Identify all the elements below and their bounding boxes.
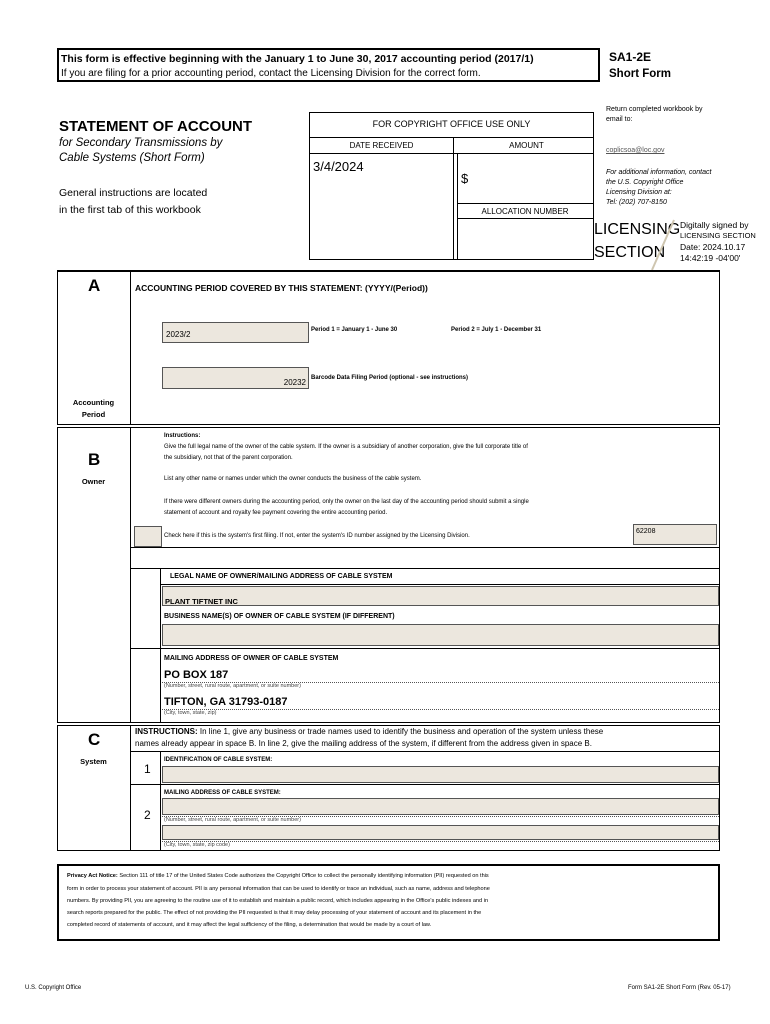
title-sub-1: for Secondary Transmissions by: [59, 137, 223, 149]
address-line-1-hint: (Number, street, rural route, apartment, or suite number): [164, 683, 301, 689]
address-line-2-hint: (City, town, state, zip): [164, 710, 217, 716]
form-type: Short Form: [609, 68, 671, 80]
amount-value[interactable]: $: [461, 171, 469, 186]
return-email-link[interactable]: coplicsoa@loc.gov: [606, 147, 665, 154]
accounting-period-input[interactable]: 2023/2: [162, 322, 309, 343]
system-mailing-label: MAILING ADDRESS OF CABLE SYSTEM:: [164, 790, 281, 796]
system-instructions-2: names already appear in space B. In line 2, give the mailing address of the system, if different from the address given in space B.: [135, 739, 592, 748]
mailing-address-label: MAILING ADDRESS OF OWNER OF CABLE SYSTEM: [164, 655, 339, 662]
business-name-field[interactable]: [162, 624, 719, 646]
date-received-value[interactable]: 3/4/2024: [313, 159, 364, 174]
line-2-number: 2: [144, 808, 151, 822]
section-a-letter: A: [88, 276, 101, 295]
barcode-period-input[interactable]: 20232: [162, 367, 309, 389]
first-filing-checkbox[interactable]: [134, 526, 162, 547]
business-name-label: BUSINESS NAME(S) OF OWNER OF CABLE SYSTEM (IF DIFFERENT): [164, 613, 395, 620]
privacy-line-2: form in order to process your statement of account. PII is any personal information that can be used to identify or trace an individual, such as name, address and telephone: [67, 886, 490, 892]
effective-notice-box: [57, 48, 600, 82]
system-address-hint-2: (City, town, state, zip code): [164, 842, 230, 848]
general-instructions-2: in the first tab of this workbook: [59, 204, 201, 216]
amount-label: AMOUNT: [509, 141, 544, 150]
office-use-header: FOR COPYRIGHT OFFICE USE ONLY: [372, 119, 531, 129]
form-code: SA1-2E: [609, 50, 652, 64]
system-address-field-1[interactable]: [162, 798, 719, 815]
privacy-notice-box: [57, 864, 720, 941]
date-received-label: DATE RECEIVED: [349, 141, 414, 150]
signature-mark-icon: [648, 218, 678, 272]
owner-instructions-3a: If there were different owners during the accounting period, only the owner on the last day of the accounting period should submit a single: [164, 499, 529, 505]
owner-instructions-title: Instructions:: [164, 433, 201, 439]
general-instructions-1: General instructions are located: [59, 187, 208, 199]
signature-name-1: LICENSING: [594, 221, 681, 238]
title-sub-2: Cable Systems (Short Form): [59, 152, 205, 164]
identification-label: IDENTIFICATION OF CABLE SYSTEM:: [164, 757, 273, 763]
signature-date: Date: 2024.10.17: [680, 242, 746, 252]
signature-signer: LICENSING SECTION: [680, 231, 756, 240]
notice-line-1: This form is effective beginning with the January 1 to June 30, 2017 accounting period (2017/1): [61, 53, 534, 65]
legal-name-field[interactable]: PLANT TIFTNET INC: [162, 586, 719, 606]
owner-instructions-3b: statement of account and royalty fee payment covering the entire accounting period.: [164, 510, 388, 516]
period-2-note: Period 2 = July 1 - December 31: [451, 327, 542, 333]
owner-instructions-1b: the subsidiary, not that of the parent corporation.: [164, 455, 293, 461]
section-b-letter: B: [88, 450, 101, 469]
identification-field[interactable]: [162, 766, 719, 783]
footer-left: U.S. Copyright Office: [25, 985, 82, 991]
privacy-line-4: search reports prepared for the public. The effect of not providing the PII requested is that it may delay processing of your statement of account and its placement in the: [67, 910, 482, 916]
privacy-line-1: Privacy Act Notice: Section 111 of title 17 of the United States Code authorizes the Copyright Office to collect the personally identifying information (PII) requested on this: [67, 873, 489, 879]
system-id-input[interactable]: 62208: [633, 524, 717, 545]
privacy-line-3: numbers. By providing PII, you are agreeing to the routine use of it to establish and maintain a public record, which includes appearing in the Office's public indexes and in: [67, 898, 489, 904]
privacy-line-5: completed record of statements of account, and it may affect the legal sufficiency of the filing, a determination that would be made by a court of law.: [67, 922, 432, 928]
accounting-period-heading: ACCOUNTING PERIOD COVERED BY THIS STATEMENT: (YYYY/(Period)): [135, 283, 428, 293]
section-a-label-1: Accounting: [72, 398, 115, 407]
section-a-label-2: Period: [81, 410, 106, 419]
allocation-number-label: ALLOCATION NUMBER: [481, 207, 569, 216]
system-address-field-2[interactable]: [162, 825, 719, 840]
barcode-label: Barcode Data Filing Period (optional - see instructions): [311, 375, 469, 381]
page-title: STATEMENT OF ACCOUNT: [59, 118, 253, 135]
legal-name-label: LEGAL NAME OF OWNER/MAILING ADDRESS OF CABLE SYSTEM: [170, 573, 393, 580]
owner-instructions-2: List any other name or names under which the owner conducts the business of the cable system.: [164, 476, 422, 482]
period-1-note: Period 1 = January 1 - June 30: [311, 327, 398, 333]
owner-instructions-1a: Give the full legal name of the owner of the cable system. If the owner is a subsidiary of another corporation, give the full corporate title of: [164, 444, 528, 450]
owner-address-line-2[interactable]: TIFTON, GA 31793-0187: [164, 696, 288, 708]
notice-line-2: If you are filing for a prior accounting period, contact the Licensing Division for the correct form.: [61, 68, 481, 79]
signature-name-2: SECTION: [594, 244, 666, 261]
first-filing-text: Check here if this is the system's first filing. If not, enter the system's ID number assigned by the Licensing Division.: [164, 533, 470, 539]
signature-time: 14:42:19 -04'00': [680, 253, 741, 263]
section-c-letter: C: [88, 730, 101, 749]
signature-signed-by: Digitally signed by: [680, 220, 749, 230]
system-address-hint-1: (Number, street, rural route, apartment, or suite number): [164, 817, 301, 823]
section-c-label: System: [80, 757, 107, 766]
line-1-number: 1: [144, 762, 151, 776]
return-instructions: Return completed workbook by email to:: [606, 106, 703, 123]
section-b-label: Owner: [81, 477, 106, 486]
owner-address-line-1[interactable]: PO BOX 187: [164, 669, 229, 681]
additional-info: For additional information, contact the U.S. Copyright Office Licensing Division at:: [606, 169, 712, 196]
telephone: Tel: (202) 707-8150: [606, 199, 667, 206]
office-use-box: [309, 112, 594, 260]
footer-right: Form SA1-2E Short Form (Rev. 05-17): [628, 985, 731, 991]
system-instructions: INSTRUCTIONS: In line 1, give any business or trade names used to identify the business and operation of the system unless these: [135, 727, 604, 736]
